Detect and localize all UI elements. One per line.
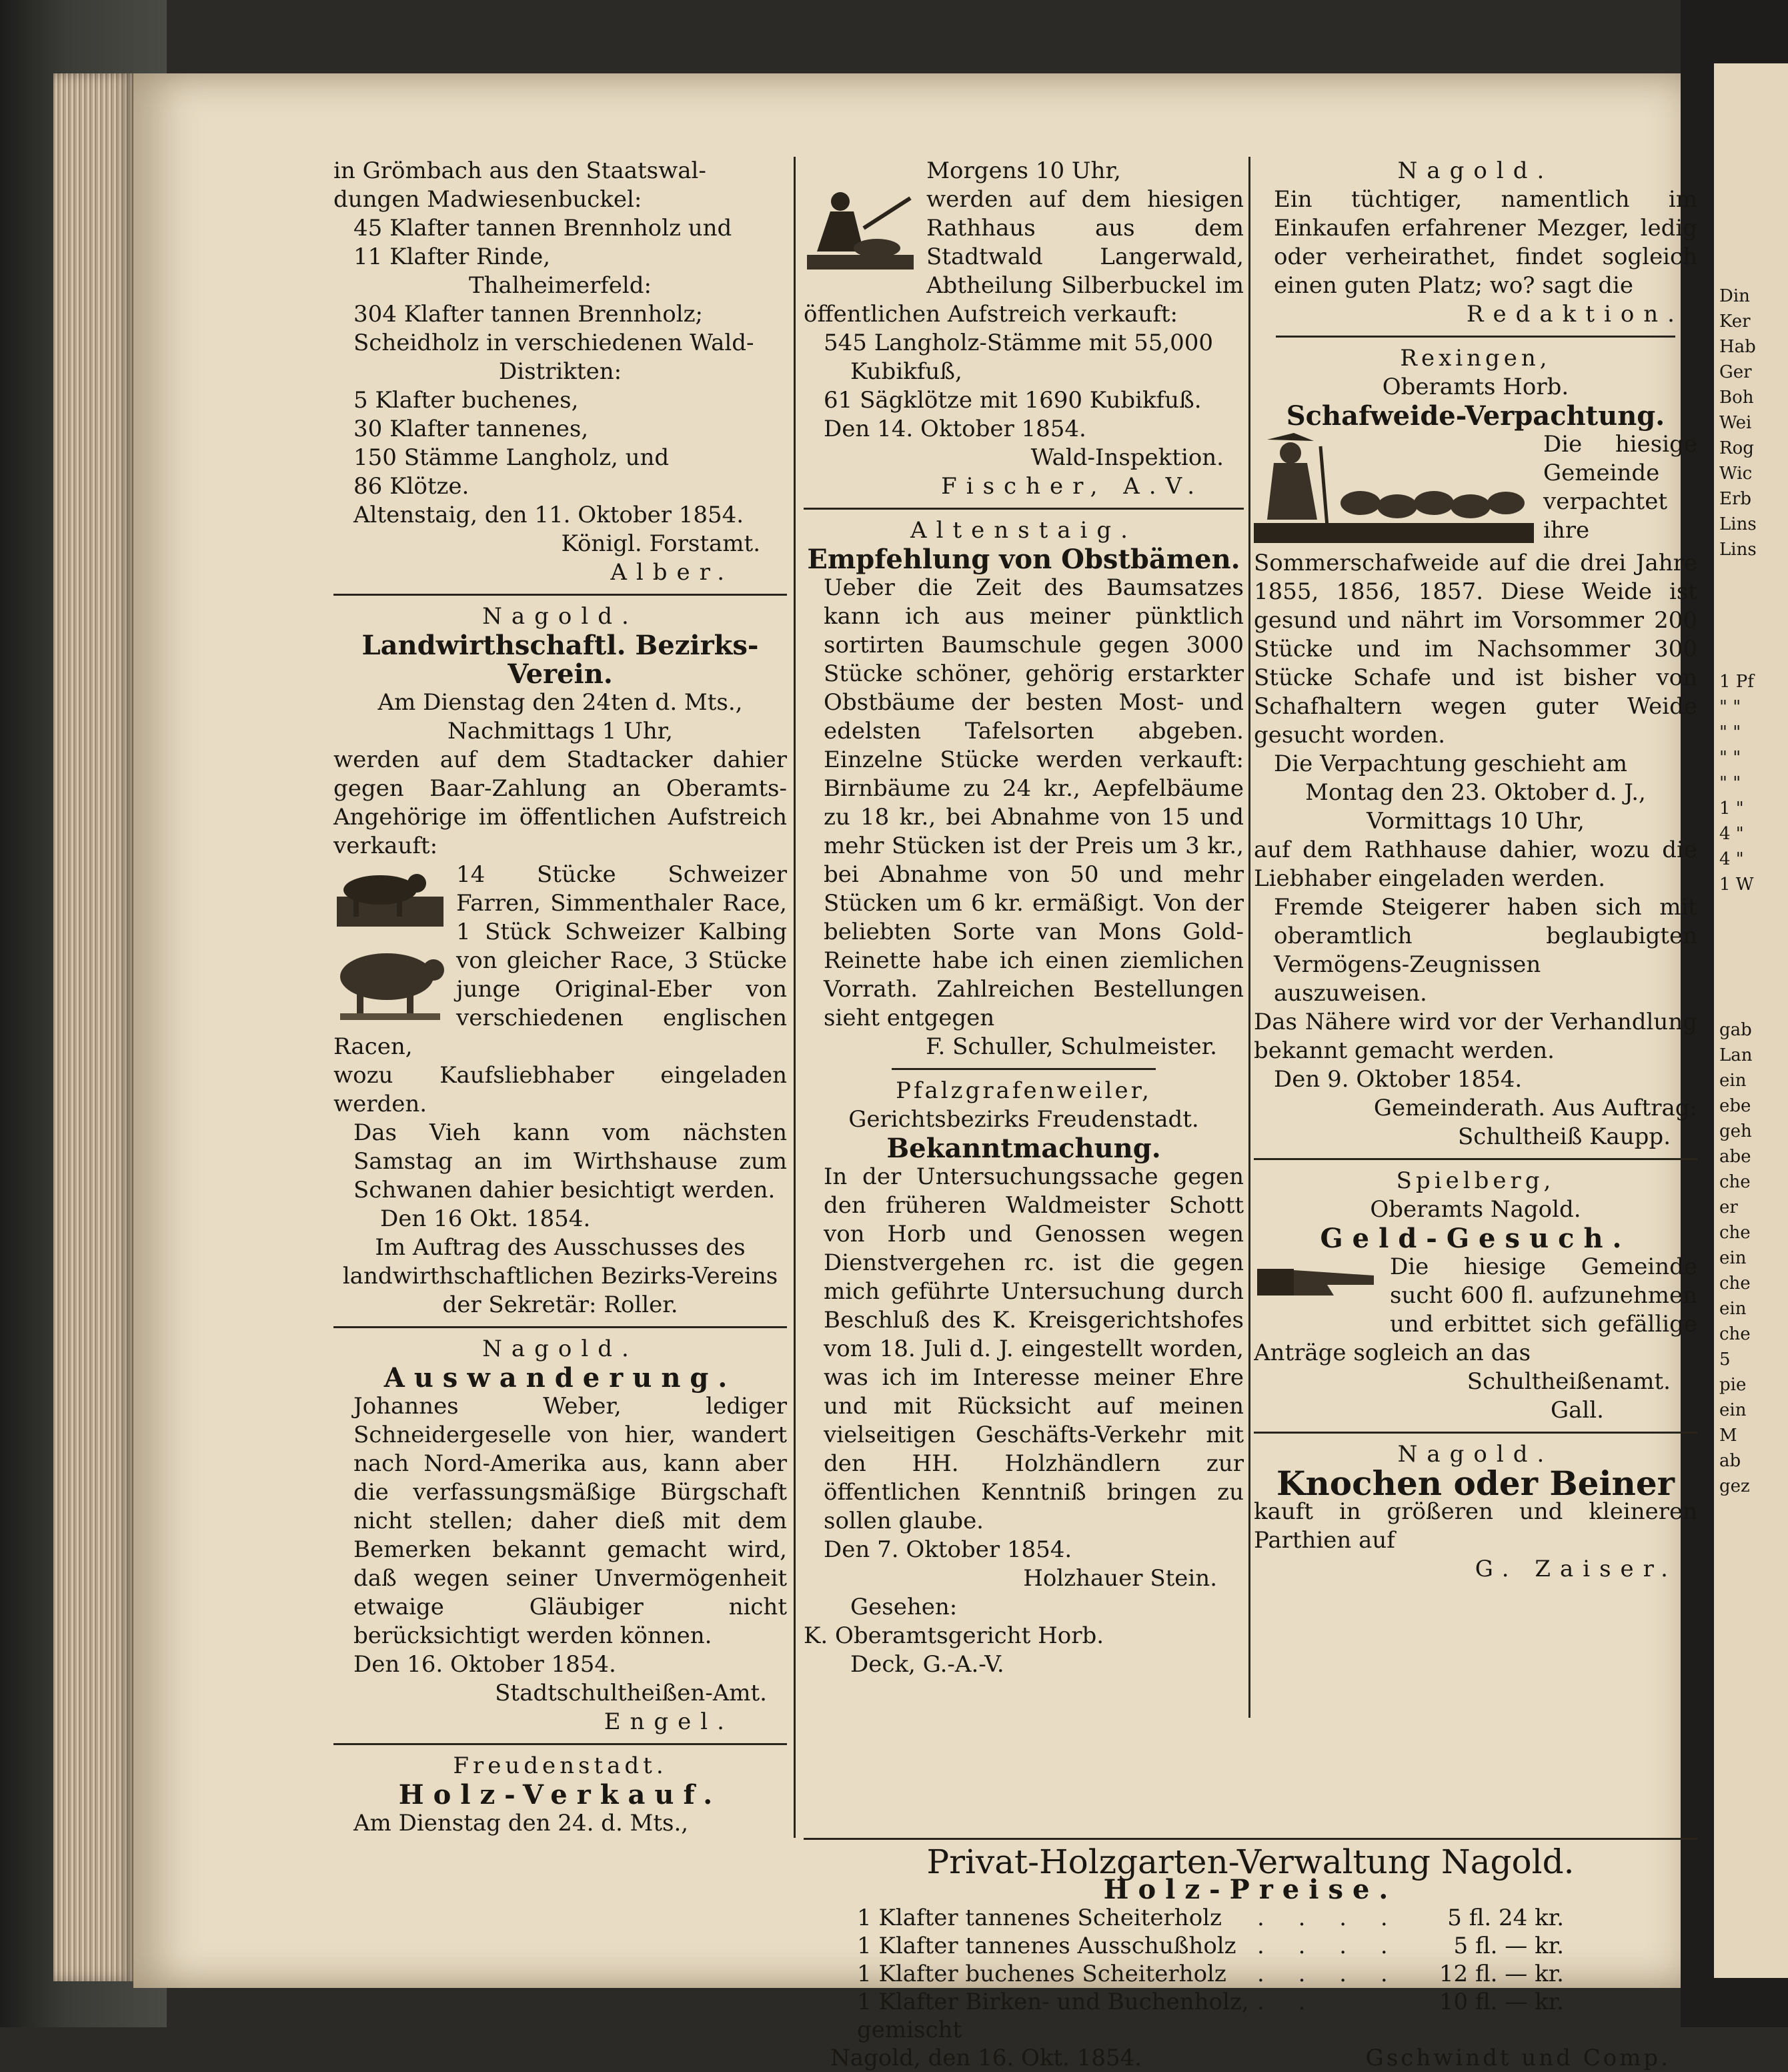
price-row (804, 1988, 1697, 2044)
price-row (804, 1904, 1697, 1932)
next-page-fragment: che (1719, 1223, 1751, 1243)
ad-line: in Grömbach aus den Staatswal- (333, 157, 706, 184)
next-page-fragment: geh (1719, 1121, 1752, 1141)
ad-fruit-trees (804, 516, 1244, 1061)
ad-signature: Redaktion. (1466, 301, 1684, 328)
ad-line: Kubikfuß, (850, 358, 962, 385)
cattle-and-pig-woodcut-icon (333, 863, 447, 1030)
ad-place: Pfalzgrafenweiler, (896, 1077, 1152, 1104)
ad-body: Das Vieh kann vom nächsten Samstag an im Wirthshause zum Schwanen dahier besichtigt werden. (353, 1119, 787, 1203)
next-page-fragment: ab (1719, 1451, 1741, 1471)
price-dots: . . . . (1257, 1961, 1401, 1987)
ad-emigration (333, 1335, 787, 1736)
ad-line: 150 Stämme Langholz, und (353, 444, 670, 471)
next-page-fragment: Rog (1719, 438, 1754, 458)
ad-butcher-wanted (1254, 157, 1697, 329)
ad-body: wozu Kaufsliebhaber eingeladen werden. (333, 1062, 787, 1117)
ad-date: Den 16. Oktober 1854. (353, 1651, 616, 1678)
next-page-fragment: Wic (1719, 464, 1753, 484)
divider (1254, 1158, 1697, 1160)
ad-line: Die Verpachtung geschieht am (1274, 750, 1628, 777)
next-page-fragment: pie (1719, 1375, 1747, 1395)
ad-line: Morgens 10 Uhr, (926, 157, 1121, 184)
ad-signature: Schultheiß Kaupp. (1458, 1123, 1671, 1150)
next-page-strip (1714, 63, 1788, 1978)
next-page-fragment: gez (1719, 1476, 1750, 1496)
column-1 (333, 157, 787, 1838)
ad-place: Nagold. (482, 603, 638, 630)
divider (1254, 1432, 1697, 1434)
next-page-fragment: Ger (1719, 362, 1752, 382)
price-dots: . . . . (1257, 1933, 1401, 1959)
ad-wood-sale (333, 1752, 787, 1838)
ad-title: Bekanntmachung. (886, 1133, 1161, 1164)
ad-line: Am Dienstag den 24ten d. Mts., (377, 689, 743, 716)
ad-place: Rexingen, (1400, 345, 1551, 372)
price-value: 10 fl. — kr. (1439, 1989, 1564, 2015)
ad-date: Den 16 Okt. 1854. (380, 1205, 591, 1232)
next-page-fragment: ein (1719, 1071, 1747, 1091)
ad-signature: Schultheißenamt. (1467, 1368, 1671, 1395)
ad-signature: Stadtschultheißen-Amt. (495, 1680, 767, 1706)
ad-body: In der Untersuchungssache gegen den früheren Waldmeister Schott von Horb und Genossen wegen Dienstvergehen rc. ist die gegen mich geführte Untersuchung durch Beschluß des K. Kreisgerichtshofes vom 18. Juli d. J. eingestellt worden, was ich im Interesse meiner Ehre und mit Rücksicht auf meinen vielseitigen Geschäfts-Verkehr mit den HH. Holzhändlern zur öffentlichen Kenntniß bringen zu sollen glaube. (824, 1163, 1244, 1534)
price-dots: . . . . (1257, 1905, 1401, 1931)
divider (333, 1743, 787, 1745)
price-dots: . . (1257, 1989, 1319, 2015)
next-page-fragment: 4 " (1719, 824, 1744, 844)
ad-title: Schafweide-Verpachtung. (1286, 400, 1665, 432)
ad-place: Nagold. (482, 1336, 638, 1362)
next-page-fragment: Hab (1719, 337, 1756, 357)
ad-title: Privat-Holzgarten-Verwaltung Nagold. (926, 1843, 1575, 1881)
ad-date: Altenstaig, den 11. Oktober 1854. (353, 502, 744, 528)
ad-title: Auswanderung. (383, 1362, 737, 1394)
ad-notice (804, 1077, 1244, 1679)
ad-place: Oberamts Nagold. (1370, 1196, 1581, 1223)
ad-body: Die hiesige Gemeinde verpachtet ihre Sommerschafweide auf die drei Jahre 1855, 1856, 1857. Diese Weide ist gesund und nährt im Vorsommer 200 Stücke und im Nachsommer 300 Stücke Schafe und ist bisher von Schafhaltern wegen guter Weide gesucht worden. (1254, 431, 1697, 748)
ad-signature: Im Auftrag des Ausschusses des landwirthschaftlichen Bezirks-Vereins der Sekretär: Roller. (342, 1234, 778, 1318)
next-page-fragment: er (1719, 1197, 1738, 1217)
next-page-fragment: Lins (1719, 514, 1757, 534)
next-page-fragment: M (1719, 1426, 1737, 1446)
next-page-fragment: 5 (1719, 1350, 1731, 1370)
ad-title: Verein. (508, 658, 613, 690)
ad-body: Das Nähere wird vor der Verhandlung bekannt gemacht werden. (1254, 1009, 1697, 1064)
column-3 (1254, 157, 1697, 1584)
price-label: 1 Klafter tannenes Scheiterholz (857, 1905, 1222, 1931)
ad-timber-auction (804, 157, 1244, 501)
ad-body: Ein tüchtiger, namentlich im Einkaufen erfahrener Mezger, ledig oder verheirathet, findet sogleich einen guten Platz; wo? sagt die (1274, 186, 1697, 299)
ad-place: Altenstaig. (910, 517, 1137, 544)
ad-signature: Alber. (610, 559, 734, 586)
ad-signature: Holzhauer Stein. (1023, 1565, 1217, 1592)
divider (804, 1838, 1697, 1840)
divider (892, 1068, 1156, 1070)
ad-place: Gerichtsbezirks Freudenstadt. (848, 1106, 1199, 1133)
ad-date: Den 14. Oktober 1854. (824, 416, 1086, 442)
next-page-fragment: abe (1719, 1147, 1751, 1167)
ad-line: Nachmittags 1 Uhr, (447, 718, 673, 744)
ad-title: Empfehlung von Obstbämen. (807, 544, 1240, 575)
divider (804, 508, 1244, 510)
ad-sheep-pasture (1254, 344, 1697, 1151)
ad-line: Am Dienstag den 24. d. Mts., (353, 1810, 689, 1837)
next-page-fragment: 1 W (1719, 875, 1754, 895)
ad-agricultural-association (333, 602, 787, 1320)
column-rule-1 (794, 157, 796, 1838)
next-page-fragment: Ker (1719, 312, 1751, 332)
ad-line: Gesehen: (850, 1594, 958, 1620)
page-edges (53, 73, 133, 1981)
next-page-fragment: che (1719, 1273, 1751, 1293)
ad-line: 86 Klötze. (353, 473, 470, 500)
ad-signature: Gschwindt und Comp. (1365, 2045, 1671, 2071)
divider (333, 594, 787, 596)
price-label: 1 Klafter tannenes Ausschußholz (857, 1933, 1236, 1959)
ad-date: Den 9. Oktober 1854. (1274, 1066, 1523, 1093)
ad-line: Thalheimerfeld: (468, 272, 652, 299)
price-value: 5 fl. 24 kr. (1447, 1905, 1564, 1931)
ad-signature: Königl. Forstamt. (561, 530, 760, 557)
next-page-fragment: ein (1719, 1400, 1747, 1420)
ad-signature: Gemeinderath. Aus Auftrag: (1373, 1095, 1697, 1121)
next-page-fragment: " " (1719, 722, 1741, 742)
next-page-fragment: " " (1719, 773, 1741, 793)
ad-place: Nagold. (1397, 157, 1554, 184)
ad-body: werden auf dem Stadtacker dahier gegen Baar-Zahlung an Oberamts-Angehörige im öffentlichen Aufstreich verkauft: (333, 746, 787, 859)
next-page-fragment: " " (1719, 748, 1741, 768)
price-label: 1 Klafter buchenes Scheiterholz (857, 1961, 1226, 1987)
ad-line: Vormittags 10 Uhr, (1367, 808, 1585, 835)
next-page-fragment: ein (1719, 1248, 1747, 1268)
price-table (804, 1904, 1697, 2044)
next-page-fragment: Wei (1719, 413, 1752, 433)
next-page-fragment: 1 " (1719, 799, 1744, 819)
price-label: 1 Klafter Birken- und Buchenholz, gemischt (857, 1989, 1249, 2043)
divider (1276, 336, 1675, 338)
ad-line: 545 Langholz-Stämme mit 55,000 (824, 330, 1214, 356)
next-page-fragment: Lan (1719, 1045, 1753, 1065)
pointing-hand-icon (1254, 1255, 1381, 1309)
price-row (804, 1960, 1697, 1988)
ad-body: auf dem Rathhause dahier, wozu die Liebhaber eingeladen werden. (1254, 837, 1697, 892)
ad-forest-sale (333, 157, 787, 587)
ad-title: Geld-Gesuch. (1320, 1223, 1631, 1254)
next-page-fragment: ebe (1719, 1096, 1751, 1116)
ad-body: Die hiesige Gemeinde sucht 600 fl. aufzunehmen und erbittet sich gefällige Anträge sogleich an das (1254, 1253, 1697, 1366)
ad-date: Nagold, den 16. Okt. 1854. (830, 2045, 1142, 2071)
ad-body: Johannes Weber, lediger Schneidergeselle von hier, wandert nach Nord-Amerika aus, kann aber die verfassungsmäßige Bürgschaft nicht stellen; daher dieß mit dem Bemerken bekannt gemacht wird, daß wegen seiner Unvermögenheit etwaige Gläubiger nicht berücksichtigt werden können. (353, 1393, 787, 1649)
ad-line: 5 Klafter buchenes, (353, 387, 579, 414)
price-row (804, 1932, 1697, 1960)
ad-loan-request (1254, 1167, 1697, 1425)
ad-signature: Engel. (604, 1708, 734, 1735)
next-page-fragment: gab (1719, 1020, 1752, 1040)
ad-line: 304 Klafter tannen Brennholz; (353, 301, 703, 328)
divider (333, 1326, 787, 1328)
shepherd-and-sheep-woodcut-icon (1254, 433, 1534, 546)
ad-signature: F. Schuller, Schulmeister. (926, 1033, 1217, 1060)
ad-signature: Gall. (1551, 1397, 1604, 1424)
ad-body: Fremde Steigerer haben sich mit oberamtlich beglaubigten Vermögens-Zeugnissen auszuweisen. (1274, 894, 1697, 1007)
ad-line: Scheidholz in verschiedenen Wald- (353, 330, 754, 356)
ad-title: Knochen oder Beiner (1276, 1464, 1675, 1503)
ad-line: 45 Klafter tannen Brennholz und (353, 215, 732, 241)
woodcutter-woodcut-icon (804, 188, 917, 275)
ad-signature: Fischer, A.V. (941, 473, 1204, 500)
ad-signature: Wald-Inspektion. (1030, 444, 1224, 471)
ad-line: dungen Madwiesenbuckel: (333, 186, 642, 213)
ad-items: 14 Stücke Schweizer Farren, Simmenthaler Race, 1 Stück Schweizer Kalbing von gleicher Race, 3 Stücke junge Original-Eber von verschiedenen englischen Racen, (333, 861, 787, 1060)
ad-place: Freudenstadt. (453, 1752, 668, 1779)
ad-line: 30 Klafter tannenes, (353, 416, 589, 442)
next-page-fragment: Lins (1719, 540, 1757, 560)
column-2 (804, 157, 1244, 1679)
next-page-fragment: 1 Pf (1719, 672, 1754, 692)
ad-bones-wanted (1254, 1440, 1697, 1584)
next-page-fragment: che (1719, 1324, 1751, 1344)
ad-title: Landwirthschaftl. Bezirks- (361, 630, 759, 661)
ad-place: Spielberg, (1396, 1167, 1555, 1194)
next-page-fragment: Erb (1719, 489, 1752, 509)
ad-line: K. Oberamtsgericht Horb. (804, 1622, 1104, 1649)
ad-place: Nagold. (1397, 1441, 1554, 1468)
ad-line: Montag den 23. Oktober d. J., (1305, 779, 1646, 806)
price-value: 5 fl. — kr. (1453, 1933, 1564, 1959)
next-page-fragment: 4 " (1719, 849, 1744, 869)
ad-line: Distrikten: (498, 358, 622, 385)
price-value: 12 fl. — kr. (1439, 1961, 1564, 1987)
column-rule-2 (1248, 157, 1250, 1718)
ad-signature: G. Zaiser. (1475, 1556, 1677, 1582)
ad-line: 11 Klafter Rinde, (353, 243, 551, 270)
next-page-fragment: Boh (1719, 388, 1754, 408)
ad-date: Den 7. Oktober 1854. (824, 1536, 1072, 1563)
ad-place: Oberamts Horb. (1382, 374, 1569, 400)
next-page-fragment: ein (1719, 1299, 1747, 1319)
ad-wood-prices (804, 1843, 1697, 2072)
next-page-fragment: che (1719, 1172, 1751, 1192)
ad-line: Deck, G.-A.-V. (850, 1651, 1004, 1678)
ad-title: Holz-Verkauf. (398, 1779, 722, 1810)
ad-line: 61 Sägklötze mit 1690 Kubikfuß. (824, 387, 1202, 414)
ad-body: Ueber die Zeit des Baumsatzes kann ich aus meiner pünktlich sortirten Baumschule gegen 3000 Stücke schöner, gehörig erstarkter Obstbäume der besten Most- und edelsten Tafelsorten abgeben. Einzelne Stücke werden verkauft: Birnbäume zu 24 kr., Aepfelbäume zu 18 kr., bei Abnahme von 15 und mehr Stücken ist der Preis um 3 kr., bei Abnahme von 50 und mehr Stücken um 6 kr. ermäßigt. Von der beliebten Sorte van Mons Gold-Reinette habe ich einen ziemlichen Vorrath. Zahlreichen Bestellungen sieht entgegen (824, 574, 1244, 1031)
ad-subtitle: Holz-Preise. (1103, 1874, 1398, 1905)
next-page-fragment: Din (1719, 286, 1750, 306)
next-page-fragment: " " (1719, 697, 1741, 717)
ad-body: kauft in größeren und kleineren Parthien auf (1254, 1498, 1697, 1554)
ad-body: werden auf dem hiesigen Rathhaus aus dem Stadtwald Langerwald, Abtheilung Silberbuckel im öffentlichen Aufstreich verkauft: (804, 186, 1244, 328)
